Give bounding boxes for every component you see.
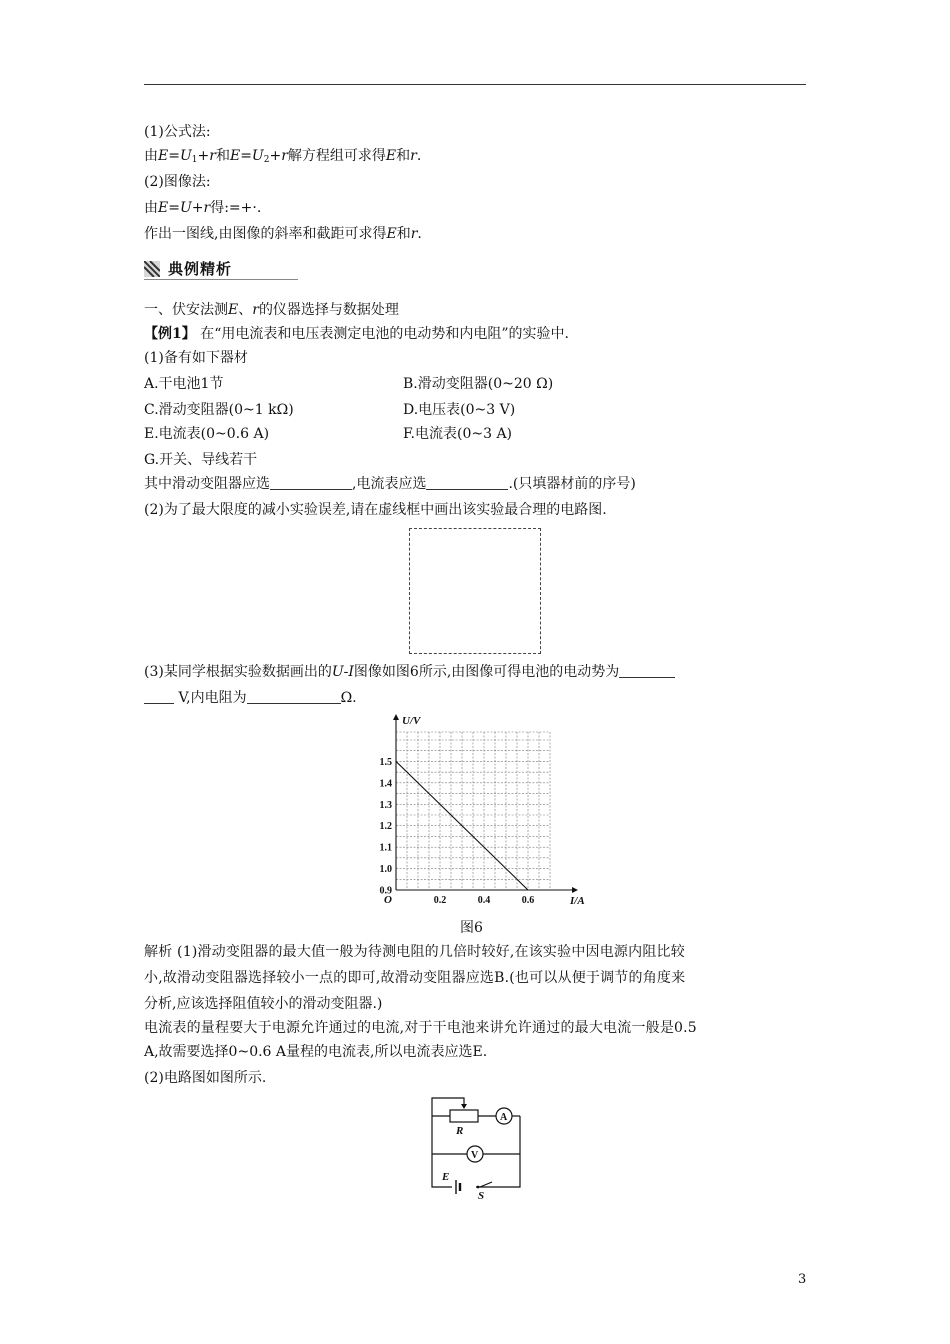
var-r: r: [410, 226, 418, 242]
var-i: I: [348, 664, 354, 680]
part3-line1: [144, 662, 675, 682]
part2-text: (2)为了最大限度的减小实验误差,请在虚线框中画出该实验最合理的电路图.: [144, 502, 607, 518]
text: 和: [215, 148, 230, 164]
section-marker-icon: [144, 261, 160, 277]
circuit-diagram: [420, 1092, 535, 1202]
x-axis-label: I/A: [570, 895, 585, 907]
rheostat: [450, 1110, 478, 1122]
answer-blank-rheostat[interactable]: [270, 475, 352, 490]
y-tick-label: 1.3: [379, 799, 392, 811]
topic-heading: [144, 300, 399, 320]
op: +: [197, 148, 210, 164]
var-e: E: [386, 226, 397, 242]
text: 由: [144, 200, 158, 216]
text: (3)某同学根据实验数据画出的: [144, 664, 332, 680]
text: 由: [144, 148, 158, 164]
var-e: E: [158, 148, 169, 164]
header-rule: [144, 84, 806, 85]
chart-grid: [396, 732, 550, 890]
equipment-c: C.滑动变阻器(0~1 kΩ): [144, 402, 294, 418]
origin-label: O: [384, 894, 392, 906]
y-tick-label: 1.4: [379, 778, 392, 790]
text: V,内电阻为: [174, 690, 247, 706]
label-v: V: [471, 1150, 479, 1161]
choice-line: [144, 474, 636, 494]
equipment-b: B.滑动变阻器(0~20 Ω): [403, 376, 554, 392]
equipment-d: D.电压表(0~3 V): [403, 402, 516, 418]
equipment-g: G.开关、导线若干: [144, 452, 258, 468]
formula-equation: [144, 146, 421, 170]
figure-caption: 图6: [460, 920, 483, 936]
switch-contact: [477, 1186, 480, 1189]
analysis-line-2: 小,故滑动变阻器选择较小一点的即可,故滑动变阻器应选B.(也可以从便于调节的角度来: [144, 970, 686, 986]
text: 和: [396, 148, 411, 164]
answer-blank-resistance[interactable]: [247, 689, 341, 704]
analysis-line-6: (2)电路图如图所示.: [144, 1070, 267, 1086]
var-e: E: [228, 302, 239, 318]
slider-arrow: [461, 1104, 467, 1109]
example-line: [144, 324, 569, 344]
graph-method-title: (2)图像法:: [144, 174, 211, 190]
text: 得:=+·.: [210, 200, 262, 216]
var-u: U: [331, 664, 344, 680]
text: 、: [238, 302, 253, 318]
op: +: [191, 200, 204, 216]
analysis-line-1: 解析 (1)滑动变阻器的最大值一般为待测电阻的几倍时较好,在该实验中因电源内阻比较: [144, 944, 685, 960]
equipment-e: E.电流表(0~0.6 A): [144, 426, 270, 442]
part1-title: (1)备有如下器材: [144, 350, 248, 366]
label-a: A: [500, 1112, 508, 1123]
section-header: [144, 258, 298, 280]
text: 的仪器选择与数据处理: [258, 302, 399, 318]
op: +: [269, 148, 282, 164]
label-e: E: [442, 1171, 450, 1183]
op: =: [168, 200, 180, 216]
text: .: [417, 226, 422, 242]
text: 作出一图线,由图像的斜率和截距可求得: [144, 226, 387, 242]
x-tick-label: 0.6: [521, 895, 535, 906]
y-tick-label: 1.0: [379, 864, 392, 876]
page-number: 3: [798, 1272, 807, 1287]
chart-labels: [384, 715, 585, 907]
part3-line2: [144, 688, 357, 708]
analysis-line-3: 分析,应该选择阻值较小的滑动变阻器.): [144, 996, 383, 1012]
x-axis-arrow: [572, 887, 578, 893]
var-u: U: [179, 200, 192, 216]
graph-line-text: [144, 224, 422, 244]
label-s: S: [478, 1190, 485, 1202]
text: ,电流表应选: [352, 476, 427, 492]
answer-blank-ammeter[interactable]: [426, 475, 508, 490]
label-r: R: [456, 1125, 464, 1137]
var-r: r: [281, 148, 288, 164]
var-r: r: [410, 148, 417, 164]
subscript: 2: [263, 155, 270, 165]
text: 一、伏安法测: [144, 302, 228, 318]
slider-wire: [432, 1098, 464, 1108]
section-title: 典例精析: [168, 260, 233, 278]
op: =: [240, 148, 252, 164]
var-r: r: [209, 148, 216, 164]
graph-equation: [144, 198, 261, 218]
section-underline: [144, 279, 298, 280]
analysis-line-4: 电流表的量程要大于电源允许通过的电流,对于干电池来讲允许通过的最大电流一般是0.5: [144, 1020, 697, 1036]
equipment-f: F.电流表(0~3 A): [403, 426, 513, 442]
x-tick-label: 0.4: [477, 895, 491, 906]
var-u: U: [251, 148, 264, 164]
op: -: [343, 664, 349, 680]
text: .(只填器材前的序号): [508, 476, 636, 492]
answer-blank-emf[interactable]: [619, 663, 675, 678]
y-axis-label: U/V: [402, 715, 421, 727]
analysis-line-5: A,故需要选择0~0.6 A量程的电流表,所以电流表应选E.: [144, 1044, 488, 1060]
var-e: E: [385, 148, 397, 164]
text: 和: [396, 226, 411, 242]
answer-blank-emf-cont[interactable]: [144, 689, 174, 704]
chart-ticks: [380, 757, 535, 906]
u-i-chart: [360, 712, 600, 912]
var-u: U: [179, 148, 192, 164]
y-tick-label: 1.5: [379, 756, 392, 768]
switch-blade: [480, 1182, 492, 1187]
text: 图像如图6所示,由图像可得电池的电动势为: [353, 664, 620, 680]
example-tag: 【例1】: [144, 326, 196, 342]
y-tick-label: 1.2: [379, 821, 392, 833]
formula-method-title: (1)公式法:: [144, 124, 211, 140]
y-tick-label: 1.1: [379, 842, 392, 854]
subscript: 1: [191, 155, 198, 165]
op: =: [168, 148, 180, 164]
text: .: [416, 148, 422, 164]
y-tick-label: 0.9: [379, 885, 392, 897]
example-text: 在“用电流表和电压表测定电池的电动势和内电阻”的实验中.: [195, 326, 569, 342]
x-tick-label: 0.2: [433, 895, 447, 906]
circuit-drawing-box[interactable]: [409, 528, 541, 654]
var-r: r: [252, 302, 259, 318]
var-e: E: [229, 148, 241, 164]
var-r: r: [203, 200, 211, 216]
text: 其中滑动变阻器应选: [144, 476, 270, 492]
text: Ω.: [340, 690, 357, 706]
equipment-a: A.干电池1节: [144, 376, 224, 392]
text: 解方程组可求得: [287, 148, 386, 164]
var-e: E: [158, 200, 169, 216]
y-axis-arrow: [393, 714, 399, 720]
